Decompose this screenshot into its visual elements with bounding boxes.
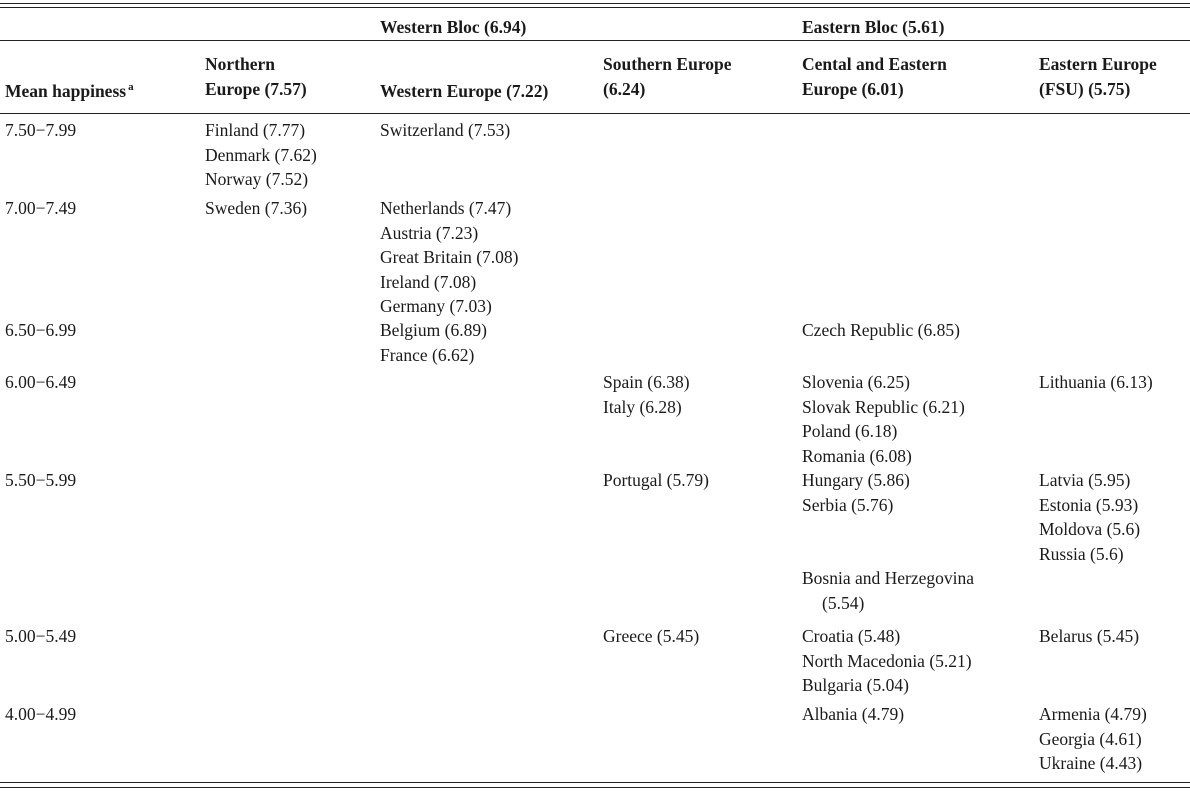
country-entry: (5.54): [822, 592, 865, 613]
range-cell: 7.50−7.99: [5, 120, 77, 140]
country-entry: Latvia (5.95): [1039, 470, 1131, 490]
country-entry: Portugal (5.79): [603, 470, 709, 490]
country-entry: Finland (7.77): [205, 120, 306, 140]
country-entry: Belarus (5.45): [1039, 626, 1140, 646]
country-entry: Ukraine (4.43): [1039, 753, 1143, 773]
country-entry: Belgium (6.89): [380, 320, 487, 340]
footnote-marker: a: [128, 81, 134, 93]
country-entry: Bulgaria (5.04): [802, 675, 909, 695]
country-entry: Croatia (5.48): [802, 626, 901, 646]
header-mid-rule: [0, 40, 1190, 41]
country-entry: Ireland (7.08): [380, 271, 477, 292]
country-entry: Armenia (4.79): [1039, 704, 1147, 724]
eastern-bloc-header: Eastern Bloc (5.61): [802, 17, 945, 37]
range-cell: 5.00−5.49: [5, 626, 77, 646]
country-entry: Greece (5.45): [603, 626, 700, 646]
country-entry: Austria (7.23): [380, 222, 479, 243]
country-entry: Bosnia and Herzegovina: [802, 568, 975, 588]
country-entry: Norway (7.52): [205, 169, 309, 189]
country-entry: Italy (6.28): [603, 396, 682, 417]
top-rule-inner: [0, 7, 1190, 8]
eastern-europe-fsu-header: Eastern Europe (FSU) (5.75): [1039, 54, 1157, 99]
country-entry: Sweden (7.36): [205, 198, 308, 218]
western-bloc-header: Western Bloc (6.94): [380, 17, 527, 37]
range-cell: 4.00−4.99: [5, 704, 77, 724]
country-entry: Spain (6.38): [603, 372, 690, 392]
bottom-rule-inner: [0, 782, 1190, 783]
country-entry: Hungary (5.86): [802, 470, 910, 490]
country-entry: Poland (6.18): [802, 421, 898, 441]
country-entry: Estonia (5.93): [1039, 494, 1139, 515]
country-entry: Georgia (4.61): [1039, 728, 1142, 749]
range-cell: 6.00−6.49: [5, 372, 77, 392]
country-entry: Germany (7.03): [380, 296, 492, 316]
mean-happiness-label: Mean happiness: [5, 81, 127, 101]
country-entry: Serbia (5.76): [802, 494, 894, 515]
central-eastern-europe-header: Cental and Eastern Europe (6.01): [802, 54, 947, 99]
range-cell: 5.50−5.99: [5, 470, 77, 490]
country-entry: North Macedonia (5.21): [802, 650, 972, 671]
country-entry: Russia (5.6): [1039, 543, 1124, 564]
country-entry: Czech Republic (6.85): [802, 320, 960, 340]
country-entry: Albania (4.79): [802, 704, 905, 724]
country-entry: Switzerland (7.53): [380, 120, 511, 140]
country-entry: France (6.62): [380, 344, 475, 365]
range-cell: 6.50−6.99: [5, 320, 77, 340]
bottom-rule-outer: [0, 787, 1190, 788]
country-entry: Denmark (7.62): [205, 144, 317, 165]
southern-europe-header: Southern Europe (6.24): [603, 54, 732, 99]
northern-europe-header: Northern Europe (7.57): [205, 54, 307, 99]
country-entry: Netherlands (7.47): [380, 198, 512, 218]
country-entry: Great Britain (7.08): [380, 247, 519, 267]
country-entry: Slovenia (6.25): [802, 372, 910, 392]
country-entry: Lithuania (6.13): [1039, 372, 1153, 392]
top-rule-outer: [0, 3, 1190, 4]
western-europe-header: Western Europe (7.22): [380, 81, 549, 101]
mean-happiness-header: [5, 79, 134, 107]
header-bottom-rule: [0, 113, 1190, 114]
country-entry: Slovak Republic (6.21): [802, 396, 965, 417]
range-cell: 7.00−7.49: [5, 198, 77, 218]
country-entry: Moldova (5.6): [1039, 519, 1141, 539]
country-entry: Romania (6.08): [802, 445, 912, 466]
